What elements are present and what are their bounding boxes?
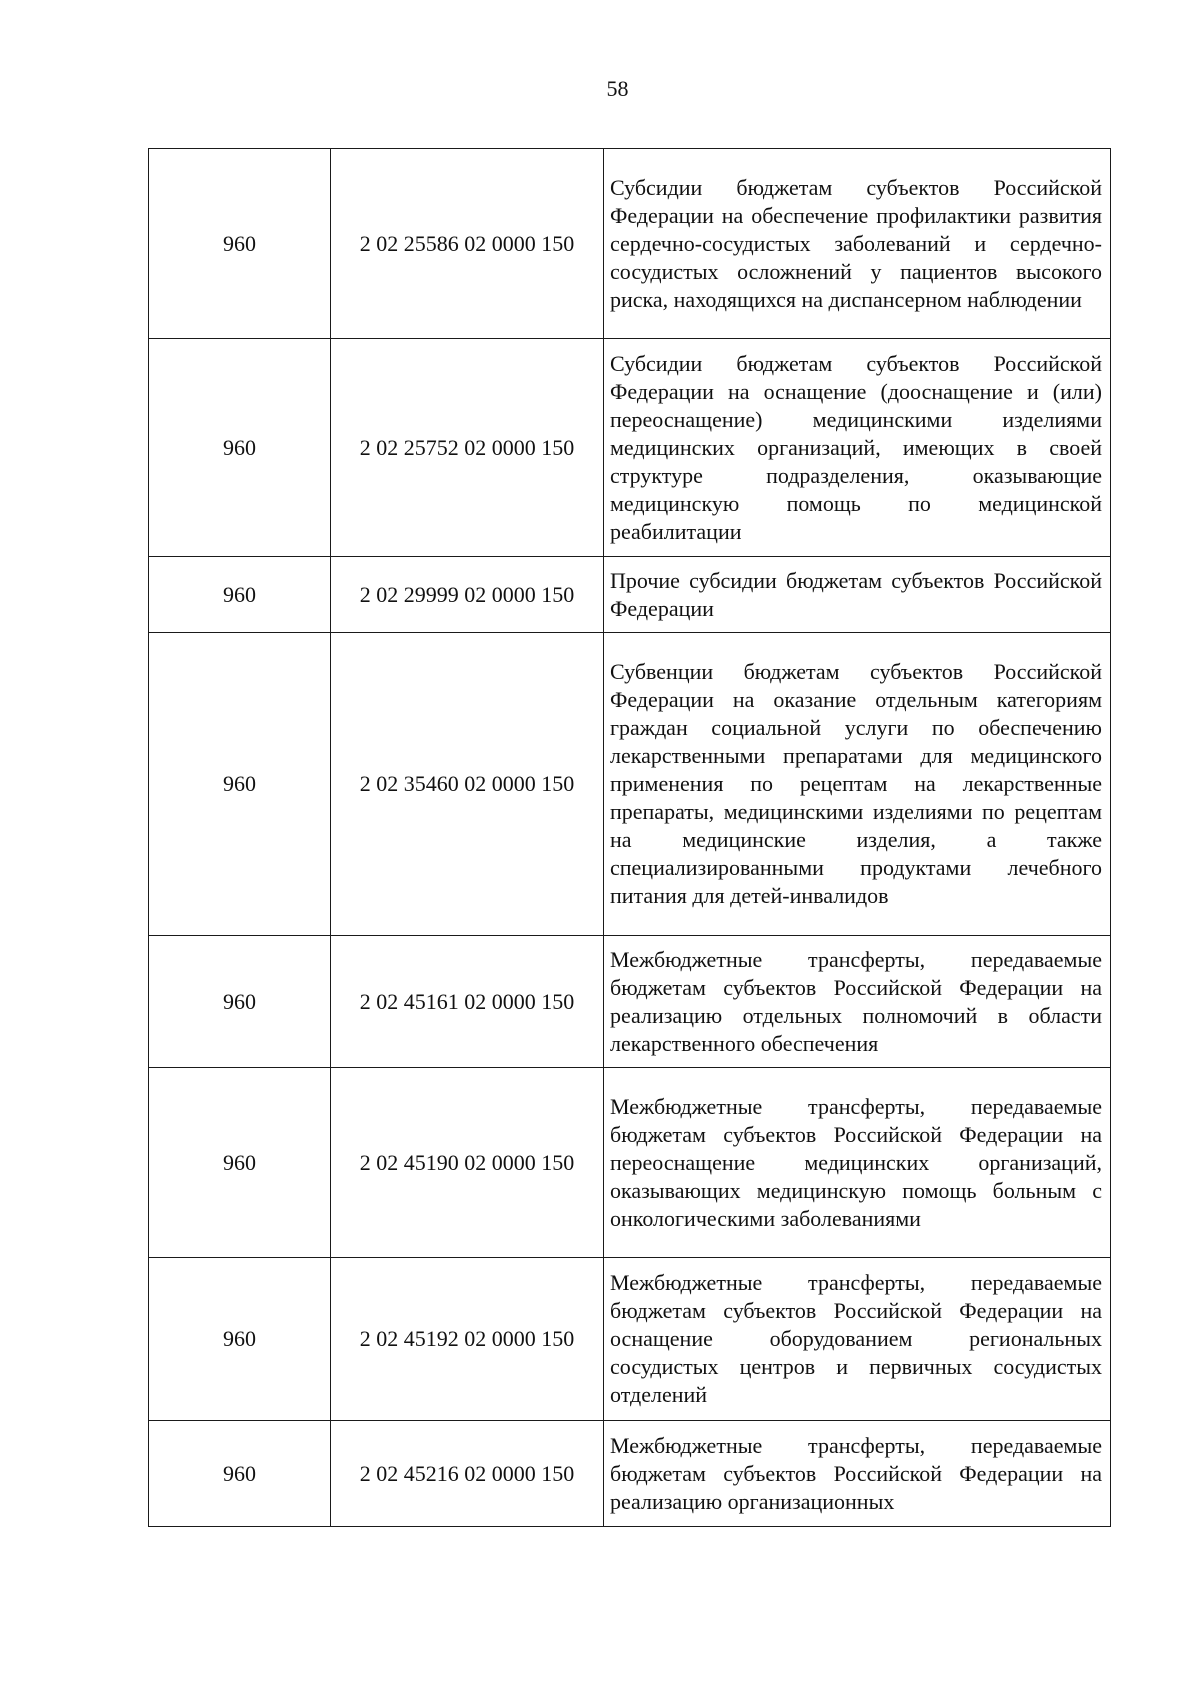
table-row <box>149 1258 1111 1421</box>
budget-codes-table <box>148 148 1111 1527</box>
budget-code-cell: 2 02 35460 02 0000 150 <box>331 633 604 936</box>
table-row <box>149 936 1111 1068</box>
budget-code-cell: 2 02 45161 02 0000 150 <box>331 936 604 1068</box>
table-row <box>149 1068 1111 1258</box>
description-cell: Межбюджетные трансферты, передаваемые бюджетам субъектов Российской Федерации на переоснащение медицинских организаций, оказывающих медицинскую помощь больным с онкологическими заболеваниями <box>604 1068 1111 1258</box>
description-cell: Межбюджетные трансферты, передаваемые бюджетам субъектов Российской Федерации на оснащение оборудованием региональных сосудистых центров и первичных сосудистых отделений <box>604 1258 1111 1421</box>
budget-code-cell: 2 02 45216 02 0000 150 <box>331 1421 604 1527</box>
admin-code-cell: 960 <box>149 1258 331 1421</box>
description-cell: Прочие субсидии бюджетам субъектов Российской Федерации <box>604 557 1111 633</box>
description-cell: Межбюджетные трансферты, передаваемые бюджетам субъектов Российской Федерации на реализацию отдельных полномочий в области лекарственного обеспечения <box>604 936 1111 1068</box>
admin-code-cell: 960 <box>149 1068 331 1258</box>
budget-code-cell: 2 02 25752 02 0000 150 <box>331 339 604 557</box>
description-cell: Субвенции бюджетам субъектов Российской Федерации на оказание отдельным категориям граждан социальной услуги по обеспечению лекарственными препаратами для медицинского применения по рецептам на лекарственные препараты, медицинскими изделиями по рецептам на медицинские изделия, а также специализированными продуктами лечебного питания для детей-инвалидов <box>604 633 1111 936</box>
admin-code-cell: 960 <box>149 633 331 936</box>
admin-code-cell: 960 <box>149 1421 331 1527</box>
description-cell: Межбюджетные трансферты, передаваемые бюджетам субъектов Российской Федерации на реализацию организационных <box>604 1421 1111 1527</box>
budget-codes-table-container <box>148 148 1102 1527</box>
description-cell: Субсидии бюджетам субъектов Российской Федерации на оснащение (дооснащение и (или) переоснащение) медицинскими изделиями медицинских организаций, имеющих в своей структуре подразделения, оказывающие медицинскую помощь по медицинской реабилитации <box>604 339 1111 557</box>
budget-code-cell: 2 02 29999 02 0000 150 <box>331 557 604 633</box>
table-row <box>149 1421 1111 1527</box>
page-number: 58 <box>606 76 629 101</box>
budget-code-cell: 2 02 45192 02 0000 150 <box>331 1258 604 1421</box>
table-row <box>149 557 1111 633</box>
admin-code-cell: 960 <box>149 936 331 1068</box>
budget-code-cell: 2 02 25586 02 0000 150 <box>331 149 604 339</box>
description-cell: Субсидии бюджетам субъектов Российской Федерации на обеспечение профилактики развития сердечно-сосудистых заболеваний и сердечно-сосудистых осложнений у пациентов высокого риска, находящихся на диспансерном наблюдении <box>604 149 1111 339</box>
table-row <box>149 633 1111 936</box>
table-row <box>149 149 1111 339</box>
table-row <box>149 339 1111 557</box>
admin-code-cell: 960 <box>149 339 331 557</box>
budget-code-cell: 2 02 45190 02 0000 150 <box>331 1068 604 1258</box>
admin-code-cell: 960 <box>149 149 331 339</box>
admin-code-cell: 960 <box>149 557 331 633</box>
